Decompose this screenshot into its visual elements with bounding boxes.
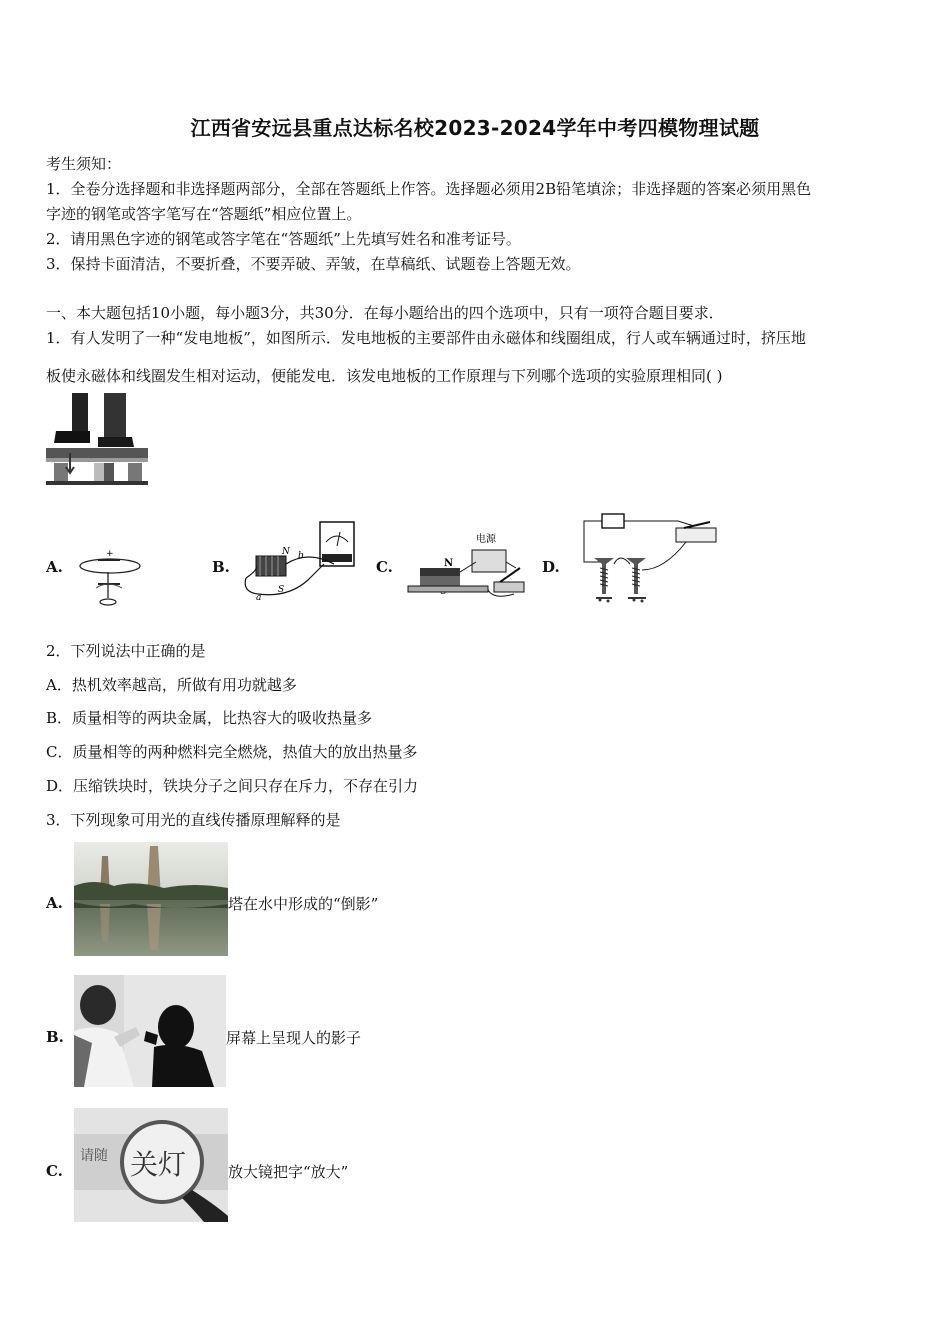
q1-option-b-label: B.: [212, 558, 230, 576]
q1-option-c-label: C.: [376, 558, 393, 576]
q3-stem: 3．下列现象可用光的直线传播原理解释的是: [46, 811, 341, 829]
section-heading: 一、本大题包括10小题，每小题3分，共30分．在每小题给出的四个选项中，只有一项符合题目要求．: [46, 304, 724, 322]
q2-option-c: C．质量相等的两种燃料完全燃烧，热值大的放出热量多: [46, 743, 418, 761]
notice-item: 字迹的钢笔或答字笔写在“答题纸”相应位置上。: [46, 205, 362, 223]
galvanometer-coil-figure: [238, 520, 358, 604]
q1-option-a-label: A.: [46, 558, 63, 576]
q2-option-d: D．压缩铁块时，铁块分子之间只存在斥力，不存在引力: [46, 777, 419, 795]
q2-option-b: B．质量相等的两块金属，比热容大的吸收热量多: [46, 709, 373, 727]
q3-option-b-text: 屏幕上呈现人的影子: [226, 1029, 362, 1047]
notice-item: 1．全卷分选择题和非选择题两部分，全部在答题纸上作答。选择题必须用2B铅笔填涂；非选择题的答案必须用黑色: [46, 180, 812, 198]
q2-stem: 2．下列说法中正确的是: [46, 642, 206, 660]
pagoda-reflection-photo: [74, 842, 228, 956]
q3-option-a-label: A.: [46, 894, 63, 912]
notice-heading: 考生须知：: [46, 155, 122, 173]
b-label-a: a: [256, 593, 262, 603]
q3-option-c-label: C.: [46, 1162, 63, 1180]
b-label-s: S: [278, 585, 285, 595]
q1-option-d-label: D.: [542, 558, 560, 576]
c-label-power: 电源: [476, 534, 496, 545]
svg-text:+: +: [106, 549, 114, 559]
q1-stem-line2: 板使永磁体和线圈发生相对运动，便能发电．该发电地板的工作原理与下列哪个选项的实验原理相同( ): [46, 367, 723, 385]
c-label-n: N: [444, 558, 454, 569]
shadow-on-screen-photo: [74, 975, 226, 1087]
electromagnet-figure: [574, 512, 724, 606]
compass-needle-figure: [76, 544, 146, 610]
q3-option-c-text: 放大镜把字“放大”: [228, 1163, 349, 1181]
q3-option-b-label: B.: [46, 1028, 64, 1046]
notice-item: 3．保持卡面清洁，不要折叠，不要弄破、弄皱，在草稿纸、试题卷上答题无效。: [46, 255, 581, 273]
motor-circuit-figure: [404, 528, 534, 604]
b-label-b: b: [298, 551, 304, 561]
magnified-text: 关灯: [130, 1148, 187, 1181]
q3-option-a-text: 塔在水中形成的“倒影”: [228, 895, 379, 913]
notice-item: 2．请用黑色字迹的钢笔或答字笔在“答题纸”上先填写姓名和准考证号。: [46, 230, 521, 248]
magnifier-photo: [74, 1108, 228, 1222]
magnified-text-small: 请随: [80, 1148, 108, 1164]
q2-option-a: A．热机效率越高，所做有用功就越多: [46, 676, 297, 694]
q1-stem-line1: 1．有人发明了一种“发电地板”，如图所示．发电地板的主要部件由永磁体和线圈组成，行人或车辆通过时，挤压地: [46, 329, 806, 347]
generator-floor-figure: [46, 393, 148, 485]
b-label-n: N: [282, 547, 290, 557]
page-title: 江西省安远县重点达标名校2023-2024学年中考四模物理试题: [190, 116, 760, 140]
